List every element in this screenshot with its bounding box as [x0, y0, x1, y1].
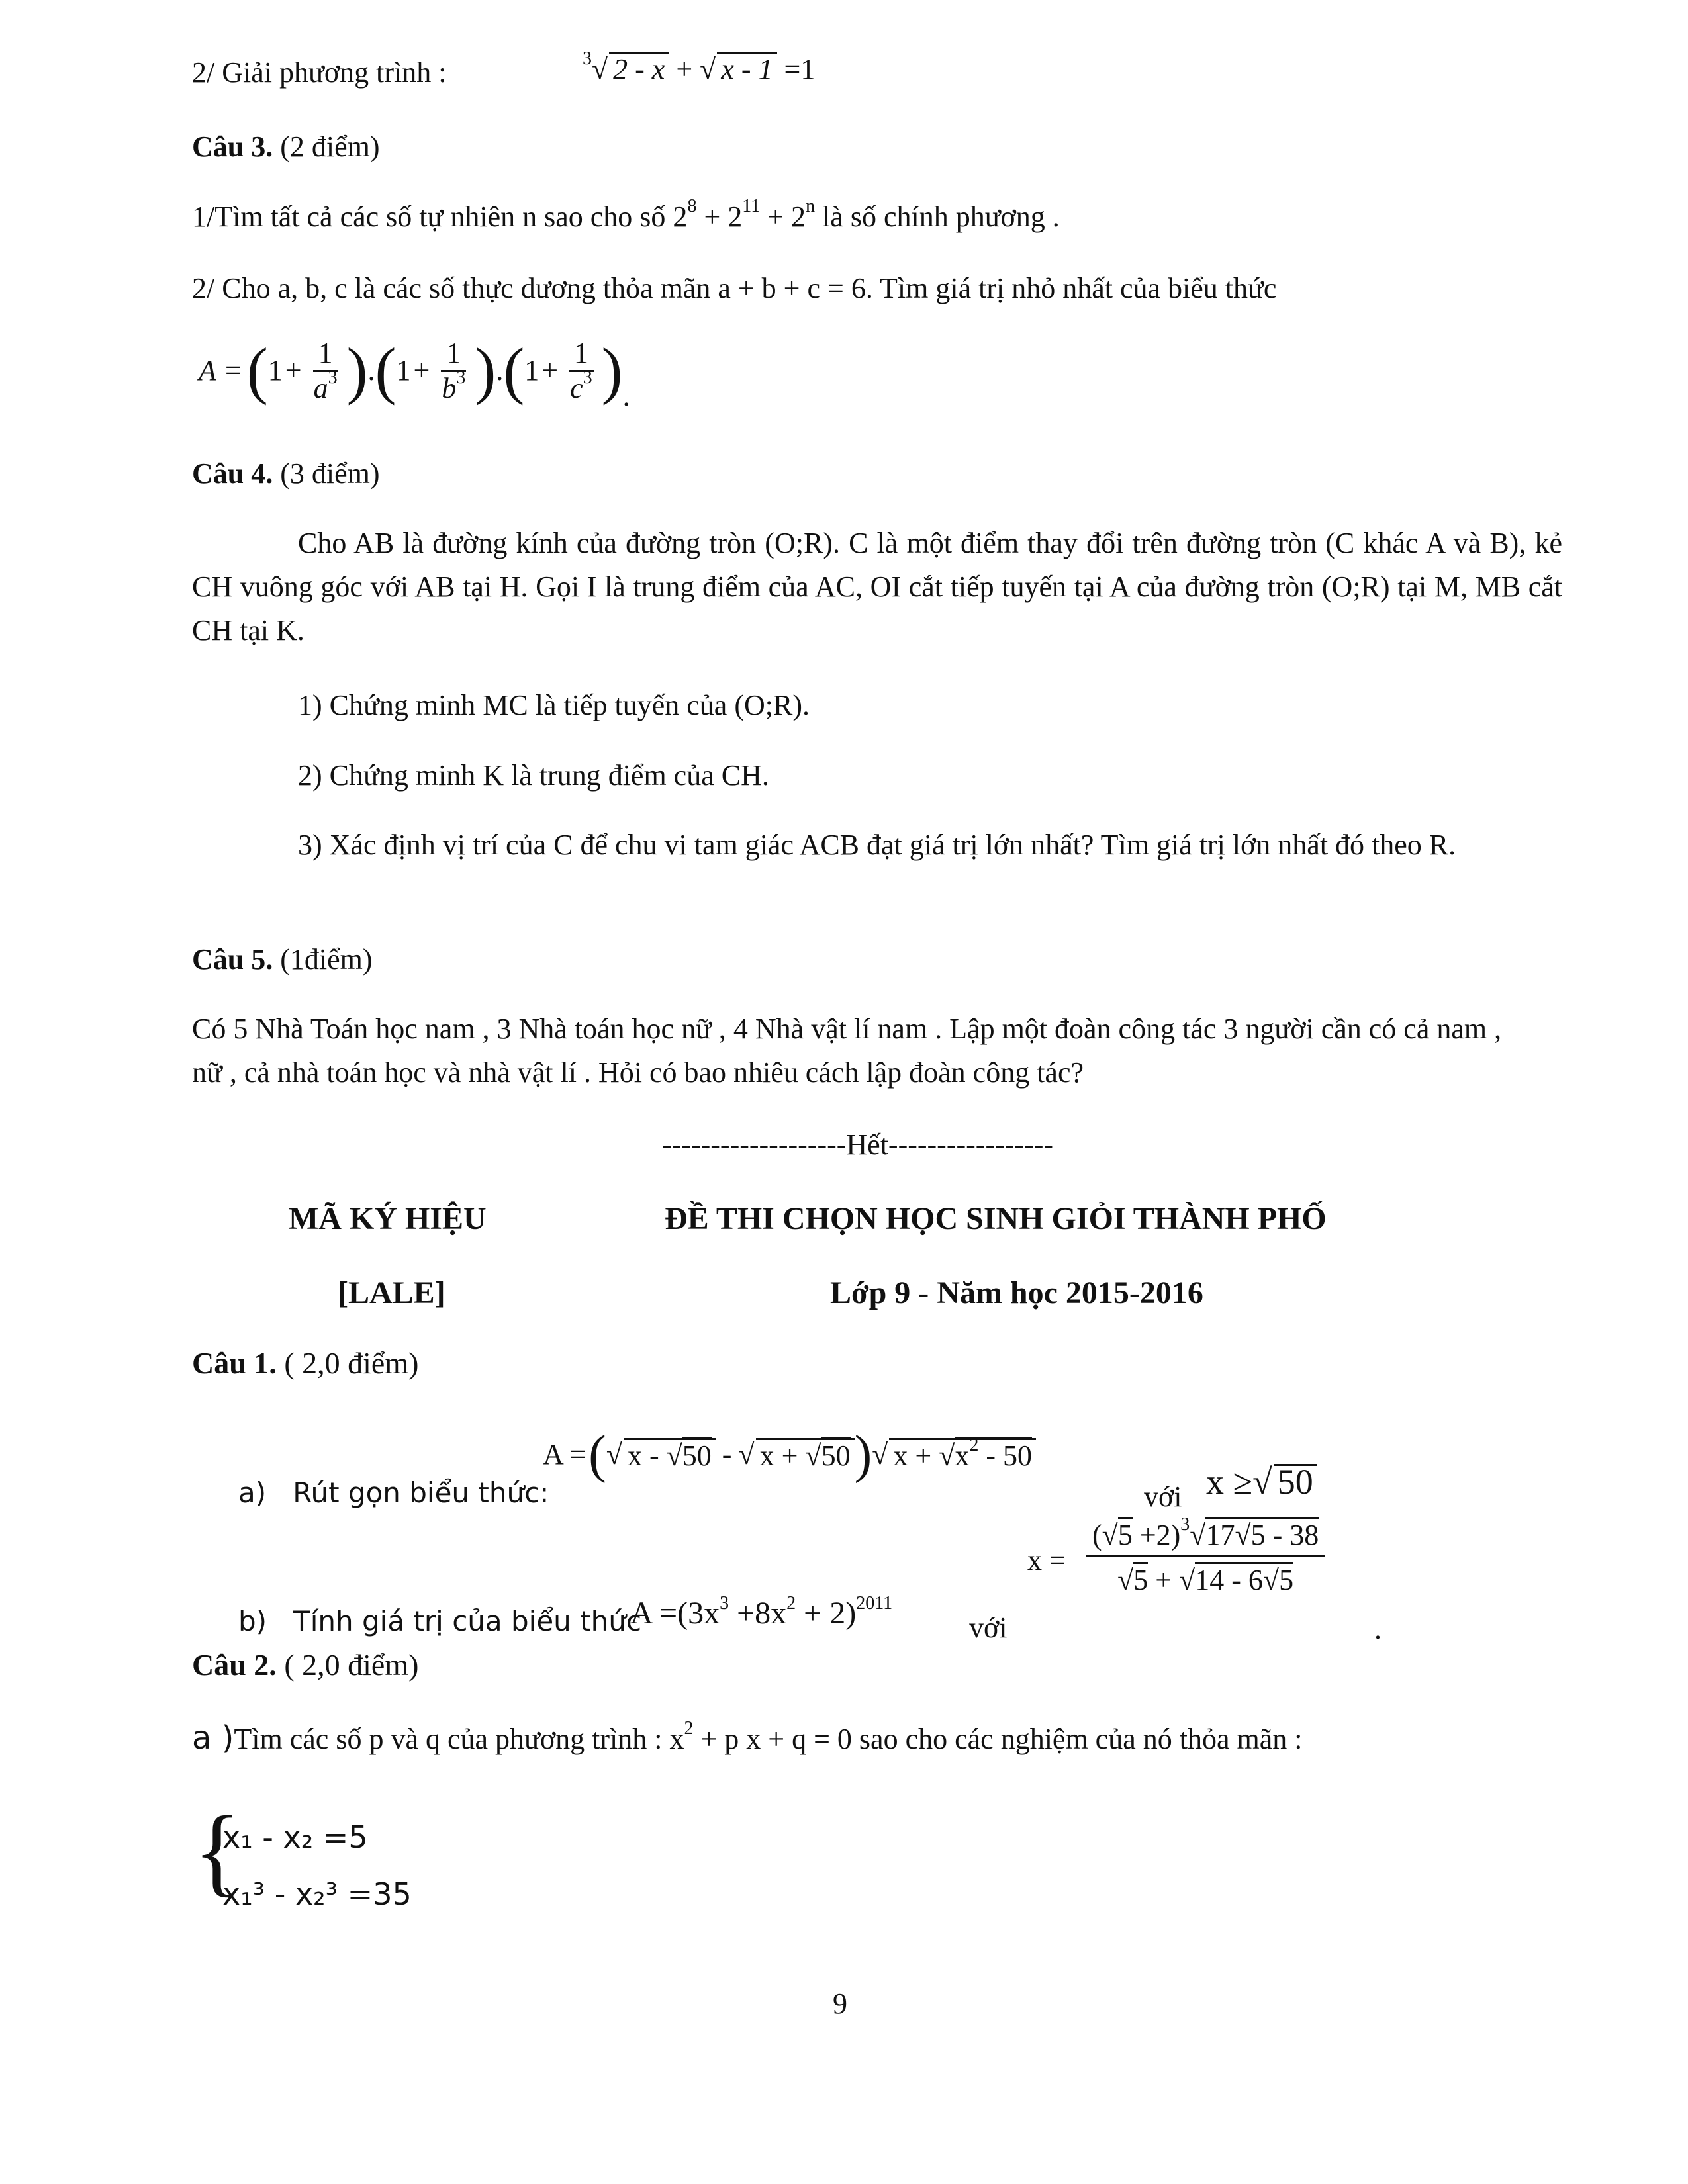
q3-part2: 2/ Cho a, b, c là các số thực dương thỏa mãn a + b + c = 6. Tìm giá trị nhỏ nhất của biểu thức — [192, 272, 1277, 304]
code-label: MÃ KÝ HIỆU — [289, 1201, 487, 1236]
exam-code: [LALE] — [338, 1275, 445, 1310]
q2-part2-label: 2/ Giải phương trình : — [192, 56, 447, 89]
q4-item-3: 3) Xác định vị trí của C để chu vi tam giác ACB đạt giá trị lớn nhất? Tìm giá trị lớn nhất đó theo R. — [298, 829, 1456, 861]
q1b-x-label: x = — [1027, 1544, 1066, 1576]
q1a-label: a) Rút gọn biểu thức: — [238, 1477, 549, 1509]
exam2-q1-heading: Câu 1. ( 2,0 điểm) — [192, 1346, 419, 1380]
q3-part1: 1/Tìm tất cả các số tự nhiên n sao cho số $2^8 + 2^{11} + 2^n$ là số chính phương . — [192, 196, 1060, 233]
q4-heading: Câu 4. (3 điểm) — [192, 457, 380, 490]
q2-part2-equation: $^3$√ 2 - x + √ x - 1 =1 — [583, 48, 816, 85]
q3-expression: A = ( 1 + $\frac{1}{a^3}$ ) . ( 1 + $\frac{1}{b^3}$ ) . ( 1 + $\frac{1}{c^3}$ ) . — [199, 335, 630, 412]
q4-intro: Cho AB là đường kính của đường tròn (O;R). C là một điểm thay đổi trên đường tròn (C khác A và B), kẻ CH vuông góc với AB tại H. Gọi I là trung điểm của AC, OI cắt tiếp tuyến tại A của đường tròn (O;R) tại M, MB cắt CH tại K. — [192, 527, 1562, 647]
q1b-with: với — [969, 1612, 1008, 1644]
exam-subtitle: Lớp 9 - Năm học 2015-2016 — [830, 1275, 1203, 1310]
system-equation-2: x₁³ - x₂³ =35 — [222, 1876, 412, 1912]
q2a-text: a )Tìm các số p và q của phương trình : $x^2 + p$ x + q = 0 sao cho các nghiệm của nó thỏa mãn : — [192, 1718, 1303, 1756]
q4-item-2: 2) Chứng minh K là trung điểm của CH. — [298, 759, 769, 792]
q1b-label: b) Tính giá trị của biểu thức — [238, 1605, 641, 1637]
q1a-expression: A = ( √ x - √50 - √ x + √50 ) √ $x + √x^2 - 50$ — [543, 1423, 1036, 1486]
system-equation-1: x₁ - x₂ =5 — [222, 1819, 368, 1855]
exam2-q2-heading: Câu 2. ( 2,0 điểm) — [192, 1648, 419, 1682]
q1b-fraction: $(√5 +2)^3√17√5 - 38$ √5 + √14 - 6√5 — [1086, 1516, 1325, 1604]
q1b-expression: $A =(3x^3 +8x^2 + 2)^{2011}$ — [630, 1593, 893, 1631]
q4-item-1: 1) Chứng minh MC là tiếp tuyến của (O;R). — [298, 689, 810, 721]
exam-title: ĐỀ THI CHỌN HỌC SINH GIỎI THÀNH PHỐ — [665, 1201, 1327, 1236]
page-number: 9 — [833, 1987, 847, 2020]
q1a-with: với — [1144, 1480, 1182, 1513]
q1a-condition: x ≥√ 50 — [1206, 1464, 1317, 1499]
q3-heading: Câu 3. (2 điểm) — [192, 130, 380, 163]
q5-text: Có 5 Nhà Toán học nam , 3 Nhà toán học nữ , 4 Nhà vật lí nam . Lập một đoàn công tác 3 người cần có cả nam , nữ , cả nhà toán học và nhà vật lí . Hỏi có bao nhiêu cách lập đoàn công tác? — [192, 1013, 1502, 1089]
q5-heading: Câu 5. (1điểm) — [192, 943, 373, 976]
document-page: 2/ Giải phương trình : $^3$√ 2 - x + √ x - 1 =1 Câu 3. (2 điểm) 1/Tìm tất cả các số tự nhiên n sao cho số $2^8 + 2^{11} + 2^n$ là số chính phương . 2/ Cho a, b, c là các số thực dương thỏa mãn a + b + c = 6. Tìm giá trị nhỏ nhất của biểu thức A = ( 1 + $\frac{1}{a^3}$ ) . ( 1 + $\frac{1}{b^3}$ ) . ( 1 + $\frac{1}{c^3}$ ) . Câu 4. (3 điểm) Cho AB là đường kính của đường tròn (O;R). C là một điểm thay đổi trên đường tròn (C khác A và B), kẻ CH vuông góc với AB tại H. Gọi I là trung điểm của AC, OI cắt tiếp tuyến tại A của đường tròn (O;R) tại M, MB cắt CH tại K. 1) Chứng minh MC là tiếp tuyến của (O;R). 2) Chứng minh K là trung điểm của CH. 3) Xác định vị trí của C để chu vi tam giác ACB đạt giá trị lớn nhất? Tìm giá trị lớn nhất đó theo R. Câu 5. (1điểm) Có 5 Nhà Toán học nam , 3 Nhà toán học nữ , 4 Nhà vật lí nam . Lập một đoàn công tác 3 người cần có cả nam , nữ , cả nhà toán học và nhà vật lí . Hỏi có bao nhiêu cách lập đoàn công tác? -------------------Hết----------------- MÃ KÝ HIỆU ĐỀ THI CHỌN HỌC SINH GIỎI THÀNH PHỐ [LALE] Lớp 9 - Năm học 2015-2016 Câu 1. ( 2,0 điểm) A = ( √ x - √50 - √ x + √50 ) √ $x + √x^2 - 50$ a) Rút gọn biểu thức: với x ≥√ 50 x = $(√5 +2)^3√17√5 - 38$ √5 + √14 - 6√5 . b) Tính giá trị của biểu thức $A =(3x^3 +8x^2 + 2)^{2011}$ với Câu 2. ( 2,0 điểm) a )Tìm các số p và q của phương trình : $x^2 + p$ x + q = 0 sao cho các nghiệm của nó thỏa mãn : { x₁ - x₂ =5 x₁³ - x₂³ =35 9 — [192, 48, 1562, 2020]
q1b-end-dot: . — [1374, 1613, 1382, 1645]
end-marker: -------------------Hết----------------- — [662, 1128, 1054, 1161]
